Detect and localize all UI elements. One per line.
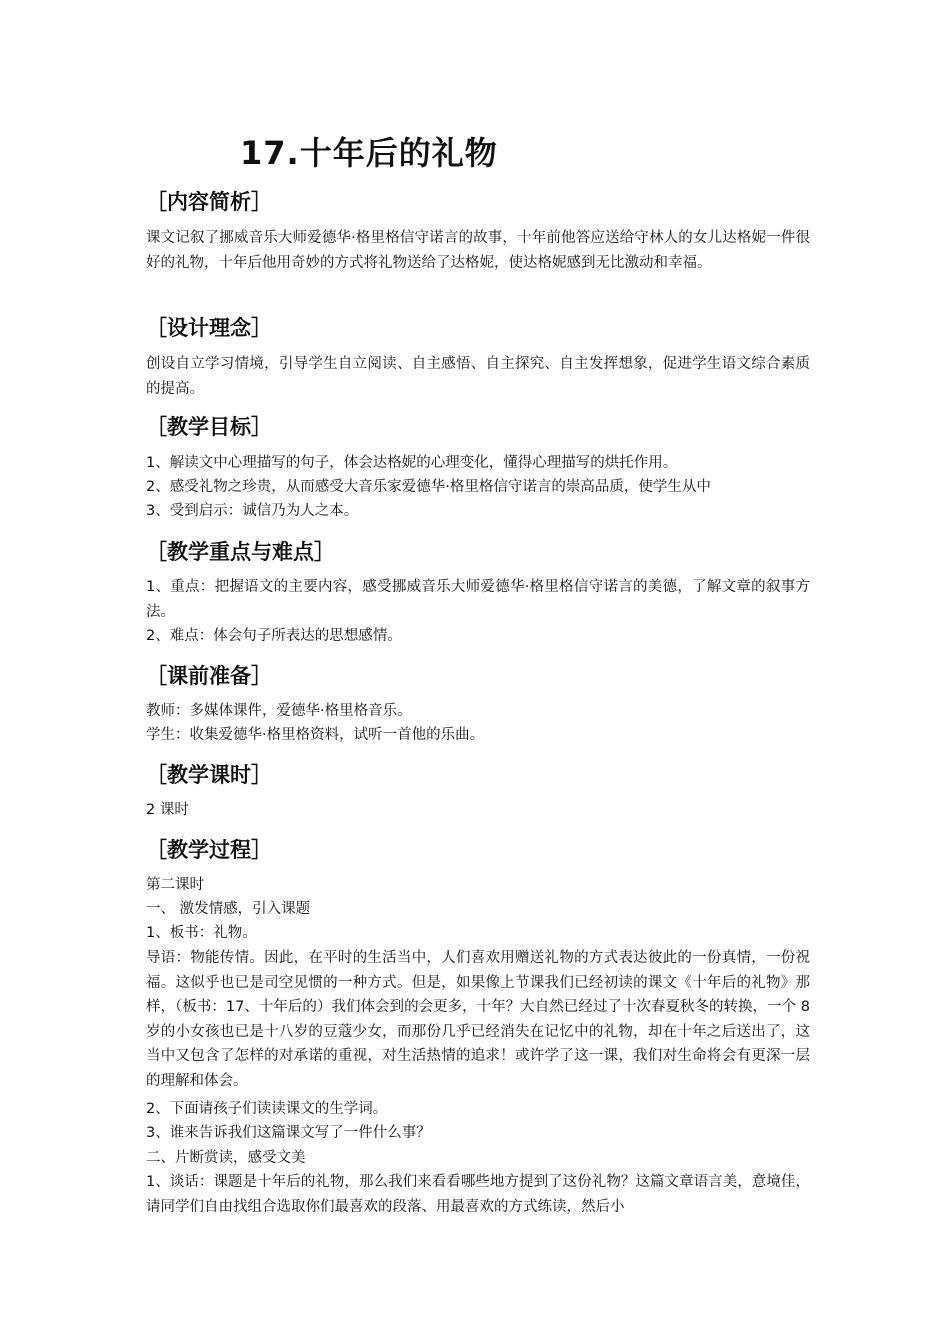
process-talk: 1、谈话：课题是十年后的礼物，那么我们来看看哪些地方提到了这份礼物？这篇文章语言美，意境佳，请同学们自由找组合选取你们最喜欢的段落、用最喜欢的方式练读，然后小 — [146, 1174, 810, 1215]
process-intro: 导语：物能传情。因此，在平时的生活当中，人们喜欢用赠送礼物的方式表达彼此的一份真情，一份祝福。这似乎也已是司空见惯的一种方式。但是，如果像上节课我们已经初读的课文《十年后的礼物》那样，（板书：17、十年后的）我们体会到的会更多，十年？大自然已经过了十次春夏秋冬的转换，一个 8 岁的小女孩也已是十八岁的豆蔻少女，而那份几乎已经消失在记忆中的礼物，却在十年之后送出了，这当中又包含了怎样的对承诺的重视，对生活热情的追求！或许学了这一课，我们对生命将会有更深一层的理解和体会。 — [146, 950, 810, 1089]
process-ask: 3、谁来告诉我们这篇课文写了一件什么事？ — [146, 1125, 431, 1141]
keypoint-item-1: 1、重点：把握语文的主要内容，感受挪威音乐大师爱德华·格里格信守诺言的美德，了解文章的叙事方法。 — [146, 579, 810, 620]
heading-content: ［内容简析］ — [146, 190, 272, 214]
process-lesson: 第二课时 — [146, 877, 204, 893]
design-paragraph: 创设自立学习情境，引导学生自立阅读、自主感悟、自主探究、自主发挥想象，促进学生语文综合素质的提高。 — [146, 356, 810, 397]
process-read: 2、下面请孩子们读读课文的生学词。 — [146, 1101, 388, 1117]
heading-keypoints: ［教学重点与难点］ — [146, 540, 335, 564]
heading-prep: ［课前准备］ — [146, 664, 272, 688]
prep-teacher: 教师：多媒体课件，爱德华·格里格音乐。 — [146, 703, 412, 719]
process-step-1: 一、 激发情感，引入课题 — [146, 901, 311, 917]
process-board: 1、板书：礼物。 — [146, 925, 257, 941]
prep-student: 学生：收集爱德华·格里格资料，试听一首他的乐曲。 — [146, 727, 485, 743]
process-step-2: 二、片断赏读，感受文美 — [146, 1150, 306, 1166]
keypoint-item-2: 2、难点：体会句子所表达的思想感情。 — [146, 628, 402, 644]
goal-item-1: 1、解读文中心理描写的句子，体会达格妮的心理变化，懂得心理描写的烘托作用。 — [146, 455, 678, 471]
goal-item-2: 2、感受礼物之珍贵，从而感受大音乐家爱德华·格里格信守诺言的崇高品质，使学生从中 — [146, 479, 711, 495]
document-title: 17.十年后的礼物 — [240, 134, 498, 172]
heading-process: ［教学过程］ — [146, 838, 272, 862]
heading-goals: ［教学目标］ — [146, 415, 272, 439]
content-paragraph: 课文记叙了挪威音乐大师爱德华·格里格信守诺言的故事，十年前他答应送给守林人的女儿达格妮一件很好的礼物，十年后他用奇妙的方式将礼物送给了达格妮，使达格妮感到无比激动和幸福。 — [146, 230, 810, 271]
hours-text: 2 课时 — [146, 802, 189, 818]
heading-hours: ［教学课时］ — [146, 763, 272, 787]
heading-design: ［设计理念］ — [146, 316, 272, 340]
goal-item-3: 3、受到启示：诚信乃为人之本。 — [146, 503, 359, 519]
